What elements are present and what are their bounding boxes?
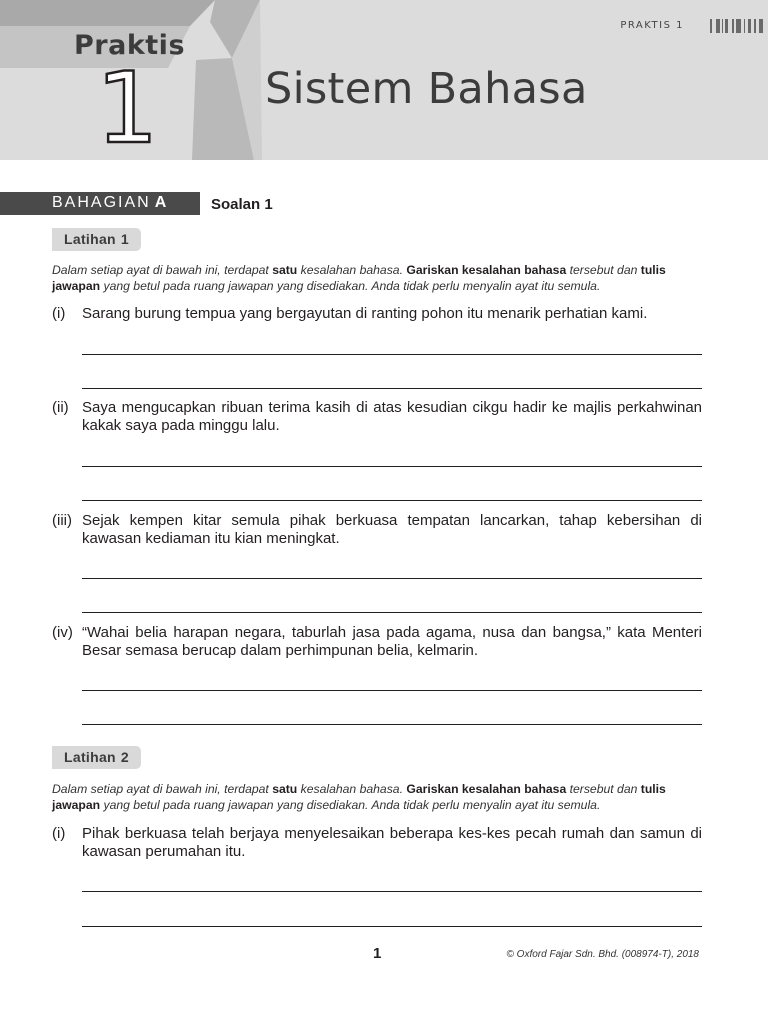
answer-line[interactable] — [82, 466, 702, 467]
answer-line[interactable] — [82, 500, 702, 501]
copyright-notice: © Oxford Fajar Sdn. Bhd. (008974-T), 2018 — [506, 949, 699, 960]
instruction-part: tersebut dan — [566, 263, 641, 277]
answer-line[interactable] — [82, 388, 702, 389]
question-text: Saya mengucapkan ribuan terima kasih di atas kesudian cikgu hadir ke majlis perkahwinan kakak saya pada minggu lalu. — [82, 399, 702, 434]
answer-line[interactable] — [82, 891, 702, 892]
answer-line[interactable] — [82, 690, 702, 691]
instruction-emphasis: tulis jawapan — [52, 263, 666, 293]
page-number: 1 — [373, 945, 382, 962]
page-title: Sistem Bahasa — [265, 64, 588, 114]
exercise-number: 2 — [120, 749, 129, 765]
instruction-emphasis: Gariskan kesalahan bahasa — [406, 263, 567, 277]
instruction-text-2 — [52, 781, 704, 813]
chapter-number: 1 — [96, 52, 159, 160]
question-text: Sejak kempen kitar semula pihak berkuasa tempatan lancarkan, tahap kebersihan di kawasan kediaman itu kian meningkat. — [82, 512, 702, 547]
question-number: (iii) — [52, 512, 72, 529]
instruction-part: yang betul pada ruang jawapan yang disediakan. Anda tidak perlu menyalin ayat itu semula. — [100, 279, 601, 293]
question-number: (iv) — [52, 624, 73, 641]
exercise-number: 1 — [120, 231, 129, 247]
answer-line[interactable] — [82, 578, 702, 579]
section-bar — [0, 192, 200, 215]
exercise-label-2 — [52, 746, 141, 769]
answer-line[interactable] — [82, 354, 702, 355]
instruction-emphasis: Gariskan kesalahan bahasa — [406, 782, 567, 796]
instruction-emphasis: satu — [272, 782, 298, 796]
question-text: Pihak berkuasa telah berjaya menyelesaikan beberapa kes-kes pecah rumah dan samun di kawasan perumahan itu. — [82, 825, 702, 860]
running-head: PRAKTIS 1 — [620, 20, 684, 31]
section-label — [52, 194, 166, 212]
instruction-part: yang betul pada ruang jawapan yang disediakan. Anda tidak perlu menyalin ayat itu semula. — [100, 798, 601, 812]
section-label-text: BAHAGIAN — [52, 194, 151, 211]
question-text: Sarang burung tempua yang bergayutan di ranting pohon itu menarik perhatian kami. — [82, 305, 648, 322]
instruction-part: Dalam setiap ayat di bawah ini, terdapat — [52, 782, 273, 796]
answer-line[interactable] — [82, 724, 702, 725]
instruction-part: kesalahan bahasa. — [297, 782, 407, 796]
section-letter: A — [154, 194, 167, 211]
question-number: (ii) — [52, 399, 69, 416]
question-text: “Wahai belia harapan negara, taburlah jasa pada agama, nusa dan bangsa,” kata Menteri Besar semasa berucap dalam perhimpunan belia, kelmarin. — [82, 624, 702, 659]
answer-line[interactable] — [82, 926, 702, 927]
answer-line[interactable] — [82, 612, 702, 613]
question-number: (i) — [52, 305, 66, 322]
instruction-part: kesalahan bahasa. — [297, 263, 407, 277]
question-heading: Soalan 1 — [211, 196, 273, 213]
instruction-emphasis: satu — [272, 263, 298, 277]
instruction-part: tersebut dan — [566, 782, 641, 796]
question-number: (i) — [52, 825, 66, 842]
instruction-part: Dalam setiap ayat di bawah ini, terdapat — [52, 263, 273, 277]
instruction-text-1 — [52, 262, 704, 294]
exercise-label-text: Latihan — [64, 749, 116, 765]
barcode-decoration — [708, 19, 768, 33]
chapter-header — [0, 0, 768, 160]
exercise-label-text: Latihan — [64, 231, 116, 247]
chapter-label: Praktis — [74, 30, 186, 61]
instruction-emphasis: tulis jawapan — [52, 782, 666, 812]
exercise-label-1 — [52, 228, 141, 251]
